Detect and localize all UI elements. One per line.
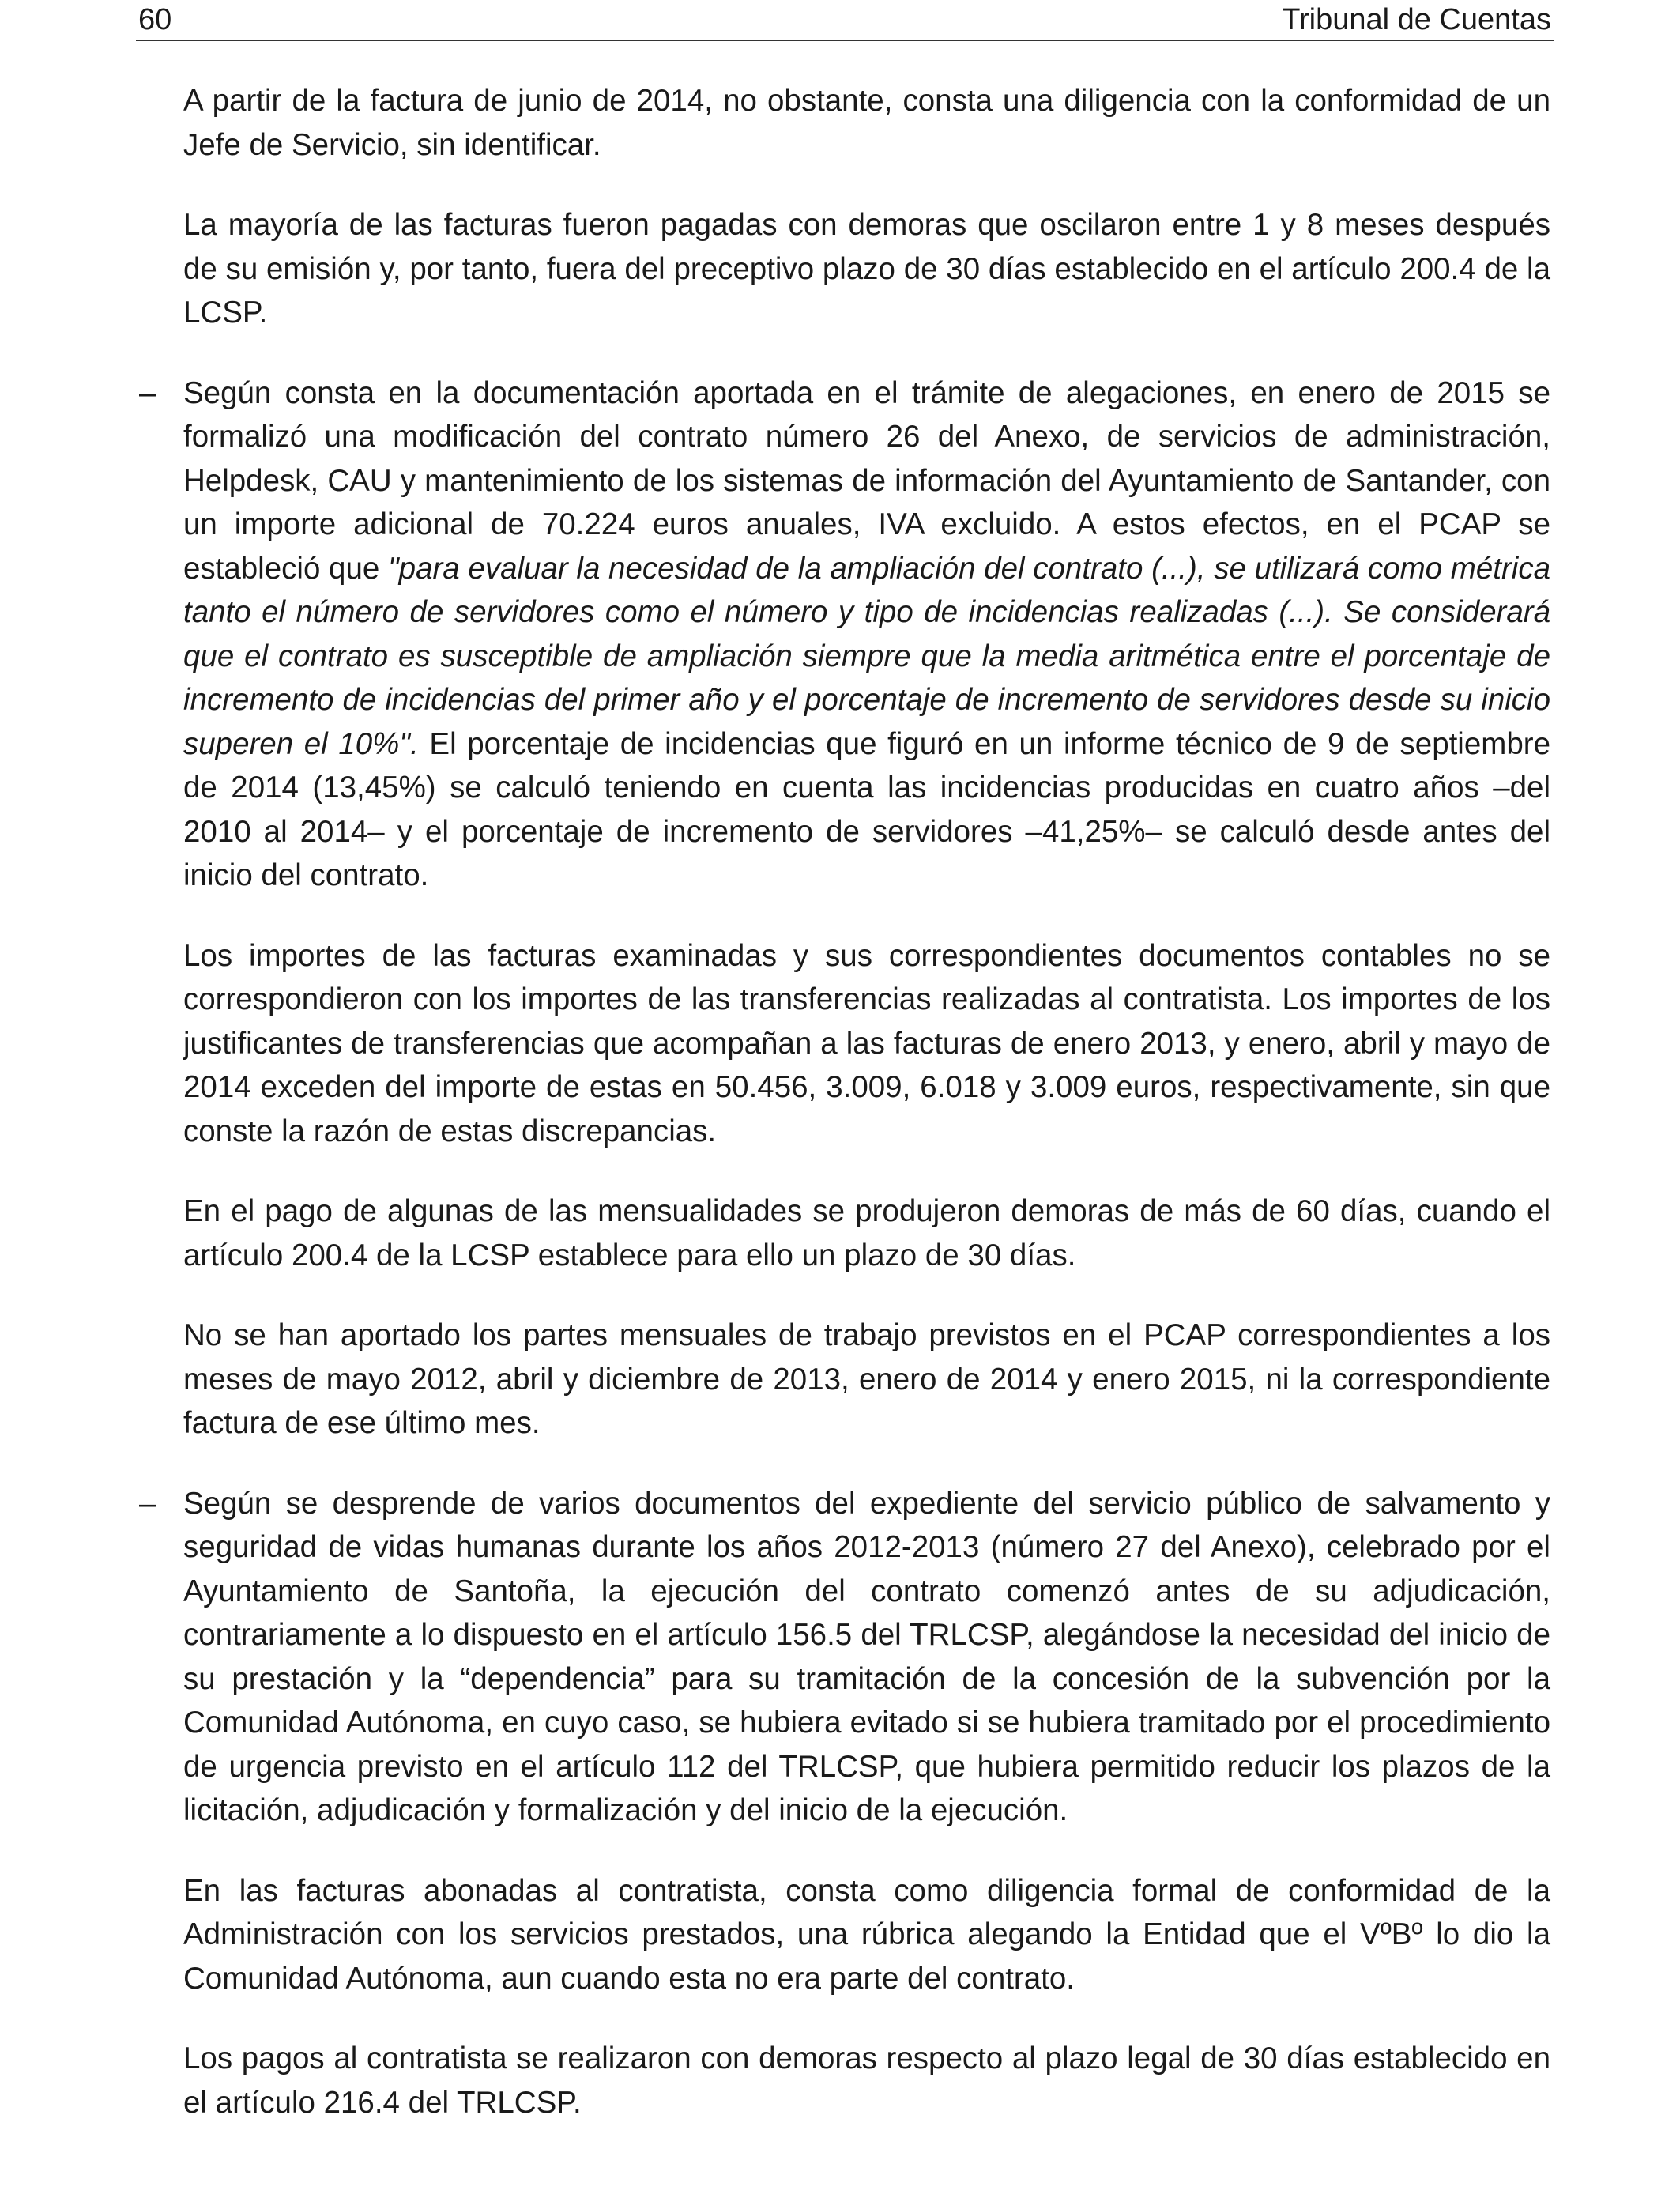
paragraph-9: Los pagos al contratista se realizaron con demoras respecto al plazo legal de 30 días establecido en el artículo 216.4 del TRLCSP. <box>183 2041 1550 2120</box>
header-title: Tribunal de Cuentas <box>1282 3 1551 36</box>
paragraph-4: Los importes de las facturas examinadas y sus correspondientes documentos contables no se correspondieron con los importes de las transferencias realizadas al contratista. Los importes de los justificantes de transferencias que acompañan a las facturas de enero 2013, y enero, abril y mayo de 2014 exceden del importe de estas en 50.456, 3.009, 6.018 y 3.009 euros, respectivamente, sin que conste la razón de estas discrepancias. <box>183 938 1550 1148</box>
paragraph-3-quote: "para evaluar la necesidad de la ampliación del contrato (...), se utilizará como métrica tanto el número de servidores como el número y tipo de incidencias realizadas (...). Se considerará que el contrato es susceptible de ampliación siempre que la media aritmética entre el porcentaje de incremento de incidencias del primer año y el porcentaje de incremento de servidores desde su inicio superen el 10%". <box>183 551 1550 761</box>
page-header <box>136 0 1554 41</box>
paragraph-3-text: Según consta en la documentación aportada en el trámite de alegaciones, en enero de 2015 se formalizó una modificación del contrato número 26 del Anexo, de servicios de administración, Helpdesk, CAU y mantenimiento de los sistemas de información del Ayuntamiento de Santander, con un importe adicional de 70.224 euros anuales, IVA excluido. A estos efectos, en el PCAP se estableció que <box>183 375 1550 586</box>
paragraph-8: En las facturas abonadas al contratista, consta como diligencia formal de conformidad de la Administración con los servicios prestados, una rúbrica alegando la Entidad que el VºBº lo dio la Comunidad Autónoma, aun cuando esta no era parte del contrato. <box>183 1873 1550 1996</box>
bullet-dash: – <box>139 375 156 410</box>
bullet-paragraph-pcap <box>139 371 1550 898</box>
paragraph-1: A partir de la factura de junio de 2014, no obstante, consta una diligencia con la conformidad de un Jefe de Servicio, sin identificar. <box>183 84 1550 162</box>
paragraph-3-text-end: El porcentaje de incidencias que figuró en un informe técnico de 9 de septiembre de 2014 (13,45%) se calculó teniendo en cuenta las incidencias producidas en cuatro años –del 2010 al 2014– y el porcentaje de incremento de servidores –41,25%– se calculó desde antes del inicio del contrato. <box>183 726 1550 892</box>
paragraph-6: No se han aportado los partes mensuales de trabajo previstos en el PCAP correspondientes a los meses de mayo 2012, abril y diciembre de 2013, enero de 2014 y enero 2015, ni la correspondiente factura de ese último mes. <box>183 1318 1550 1440</box>
paragraph-2: La mayoría de las facturas fueron pagadas con demoras que oscilaron entre 1 y 8 meses después de su emisión y, por tanto, fuera del preceptivo plazo de 30 días establecido en el artículo 200.4 de la LCSP. <box>183 208 1550 330</box>
bullet-dash: – <box>139 1486 156 1521</box>
paragraph-7-text: Según se desprende de varios documentos del expediente del servicio público de salvamento y seguridad de vidas humanas durante los años 2012-2013 (número 27 del Anexo), celebrado por el Ayuntamiento de Santoña, la ejecución del contrato comenzó antes de su adjudicación, contrariamente a lo dispuesto en el artículo 156.5 del TRLCSP, alegándose la necesidad del inicio de su prestación y la “dependencia” para su tramitación de la concesión de la subvención por la Comunidad Autónoma, en cuyo caso, se hubiera evitado si se hubiera tramitado por el procedimiento de urgencia previsto en el artículo 112 del TRLCSP, que hubiera permitido reducir los plazos de la licitación, adjudicación y formalización y del inicio de la ejecución. <box>183 1486 1550 1827</box>
page-number: 60 <box>138 3 172 36</box>
paragraph-5: En el pago de algunas de las mensualidades se produjeron demoras de más de 60 días, cuando el artículo 200.4 de la LCSP establece para ello un plazo de 30 días. <box>183 1194 1550 1272</box>
document-body <box>139 79 1550 2161</box>
bullet-paragraph-santona <box>139 1482 1550 1833</box>
